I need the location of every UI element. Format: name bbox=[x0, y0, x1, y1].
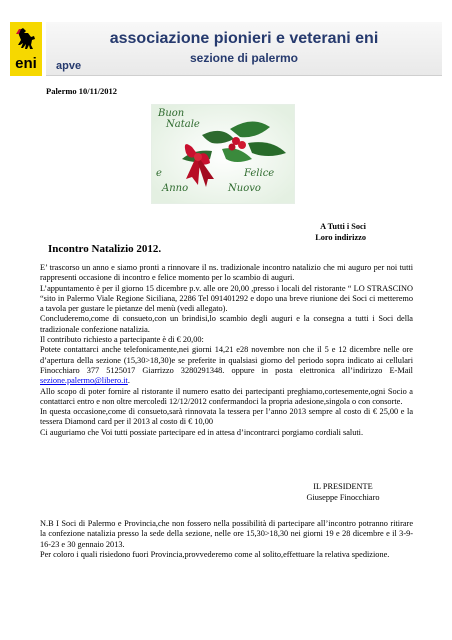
recipient-block bbox=[315, 221, 366, 243]
section-subtitle: sezione di palermo bbox=[189, 51, 299, 65]
association-banner bbox=[46, 22, 442, 76]
letter-body bbox=[40, 263, 413, 438]
recipient-line-1: A Tutti i Soci bbox=[320, 222, 366, 231]
association-title: associazione pionieri e veterani eni bbox=[109, 30, 379, 47]
six-legged-dog-icon bbox=[14, 25, 38, 51]
body-paragraph: Allo scopo di poter fornire al ristorante il numero esatto dei partecipanti preghiamo,cortesemente,ogni Socio a contattarci entro e non oltre mercoledì 12/12/2012 confermandoci la propria adesione,singola o con consorte. bbox=[40, 386, 413, 406]
body-paragraph bbox=[40, 345, 413, 386]
note-paragraph: Per coloro i quali risiedono fuori Provincia,provvederemo come al solito,effettuare la relativa spedizione. bbox=[40, 550, 390, 560]
apve-label: apve bbox=[56, 60, 82, 72]
note-paragraph: N.B I Soci di Palermo e Provincia,che non fossero nella possibilità di partecipare all’incontro potranno ritirare la confezione natalizia presso la sede della sezione, nelle ore 15,30>18,30 nei giorni 19 e 28 dicembre e il 3-9-16-23 e 30 gennaio 2013. bbox=[40, 519, 413, 549]
greeting-word-anno: Anno bbox=[162, 183, 189, 194]
greeting-word-nuovo: Nuovo bbox=[228, 183, 261, 194]
contact-text-end: . bbox=[127, 376, 130, 386]
letter-subject: Incontro Natalizio 2012. bbox=[48, 243, 162, 255]
eni-wordmark: eni bbox=[15, 55, 37, 72]
signature-block bbox=[293, 481, 393, 503]
greeting-word-buon: Buon bbox=[158, 108, 185, 119]
christmas-greeting-image bbox=[151, 104, 295, 204]
contact-text: Potete contattarci anche telefonicamente,nei giorni 14,21 e28 novembre non che il 5 e 12 dicembre nelle ore d’apertura della sezione (15,30>18,30)e se preferite in qualsiasi giorno del periodo sopra indicato ai cellulari Finocchiaro 377 5125017 Giarrizzo 3280291348. oppure in posta elettronica all’indirizzo E-Mail bbox=[40, 345, 413, 375]
body-paragraph: L’appuntamento è per il giorno 15 dicembre p.v. alle ore 20,00 ,presso i locali del ristorante “ LO STRASCINO “sito in Palermo Viale Regione Siciliana, 2286 Tel 091401292 e dopo una breve riunione dei Soci ci metteremo a tavola per gustare le pietanze del menù (vedi allegato). bbox=[40, 283, 413, 314]
body-paragraph: Il contributo richiesto a partecipante è di € 20,00: bbox=[40, 335, 204, 345]
greeting-word-natale: Natale bbox=[166, 119, 200, 130]
signature-role: IL PRESIDENTE bbox=[313, 482, 373, 491]
recipient-line-2: Loro indirizzo bbox=[315, 233, 366, 242]
letter-date: Palermo 10/11/2012 bbox=[46, 86, 118, 96]
body-paragraph: Ci auguriamo che Voi tutti possiate partecipare ed in attesa d’incontrarci porgiamo cordiali saluti. bbox=[40, 427, 364, 437]
greeting-word-felice: Felice bbox=[244, 168, 275, 179]
note-block bbox=[40, 519, 413, 561]
letterhead bbox=[10, 22, 442, 78]
body-paragraph: In questa occasione,come di consueto,sarà rinnovata la tessera per l’anno 2013 sempre al costo di € 25,00 e la tessera Diamond card per il 2013 al costo di € 10,00 bbox=[40, 407, 413, 427]
signature-name: Giuseppe Finocchiaro bbox=[306, 493, 380, 502]
body-paragraph: Concluderemo,come di consueto,con un brindisi,lo scambio degli auguri e la consegna a tutti i Soci della tradizionale confezione natalizia. bbox=[40, 314, 413, 334]
greeting-word-e: e bbox=[156, 168, 162, 179]
body-paragraph: E’ trascorso un anno e siamo pronti a rinnovare il ns. tradizionale incontro natalizio che mi auguro per noi tutti rappresenti occasione di incontro e felice momento per lo scambio di auguri. bbox=[40, 263, 413, 283]
email-link[interactable]: sezione.palermo@libero.it bbox=[40, 376, 128, 386]
eni-logo bbox=[10, 22, 42, 76]
